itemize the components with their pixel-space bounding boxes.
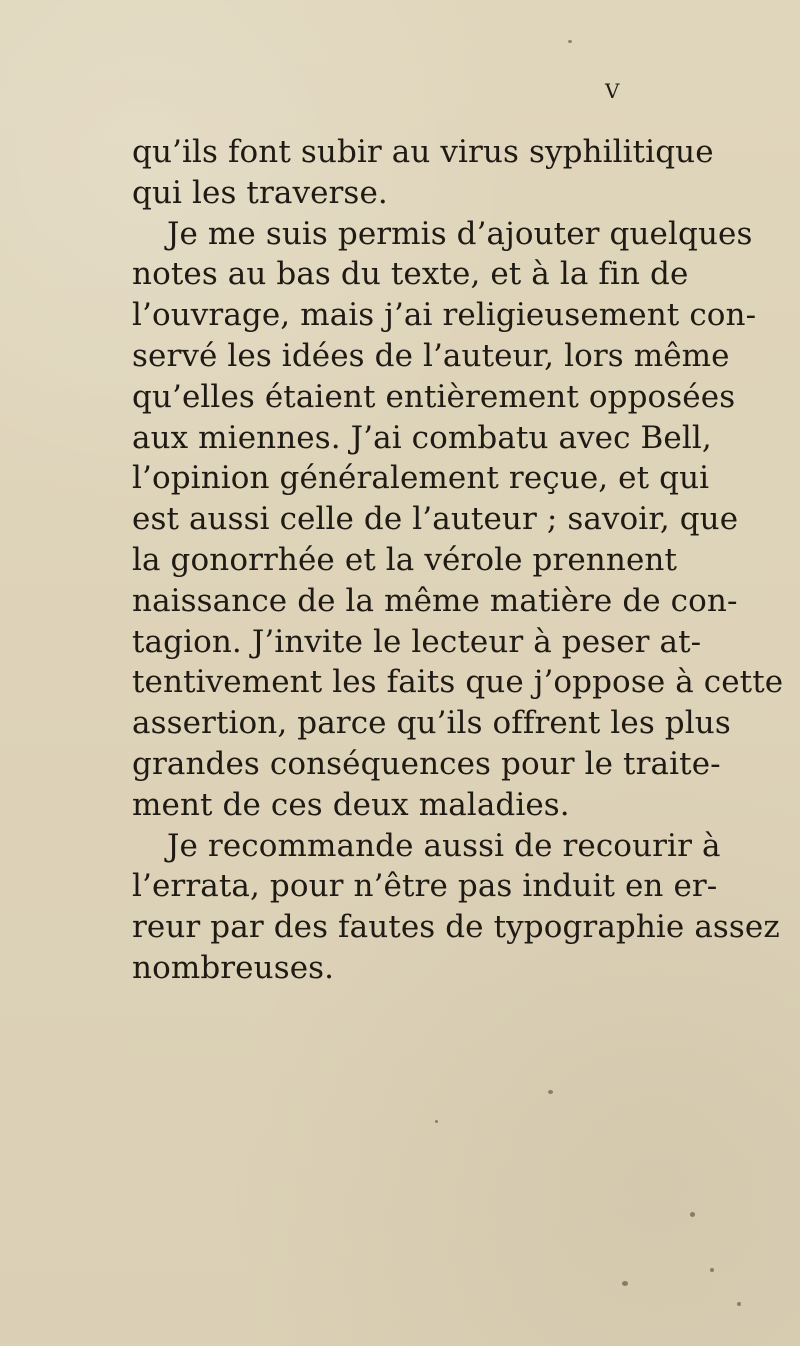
text-line-3: Je me suis permis d’ajouter quelques xyxy=(167,215,753,252)
paper-speck xyxy=(710,1268,714,1272)
text-line-5: l’ouvrage, mais j’ai religieusement con- xyxy=(132,297,757,334)
text-line-19: l’errata, pour n’être pas induit en er- xyxy=(132,868,718,905)
text-line-8: aux miennes. J’ai combatu avec Bell, xyxy=(132,419,712,456)
text-line-12: naissance de la même matière de con- xyxy=(132,582,738,619)
text-line-18: Je recommande aussi de recourir à xyxy=(167,827,721,864)
text-line-4: notes au bas du texte, et à la fin de xyxy=(132,256,689,293)
text-line-15: assertion, parce qu’ils offrent les plus xyxy=(132,705,731,742)
text-line-20: reur par des fautes de typographie assez xyxy=(132,909,780,946)
paper-speck xyxy=(435,1120,438,1123)
page-folio: V xyxy=(605,79,620,103)
text-line-14: tentivement les faits que j’oppose à cette xyxy=(132,664,784,701)
text-line-6: servé les idées de l’auteur, lors même xyxy=(132,337,730,374)
text-line-7: qu’elles étaient entièrement opposées xyxy=(132,378,736,415)
text-line-17: ment de ces deux maladies. xyxy=(132,786,570,823)
body-text xyxy=(132,132,784,989)
text-line-2: qui les traverse. xyxy=(132,174,388,211)
paper-speck xyxy=(737,1302,741,1306)
text-line-21: nombreuses. xyxy=(132,949,335,986)
paper-speck xyxy=(622,1281,628,1286)
paper-speck xyxy=(568,40,572,43)
text-line-13: tagion. J’invite le lecteur à peser at- xyxy=(132,623,702,660)
paper-speck xyxy=(690,1212,695,1217)
text-line-10: est aussi celle de l’auteur ; savoir, que xyxy=(132,501,739,538)
text-line-16: grandes conséquences pour le traite- xyxy=(132,745,721,782)
text-line-1: qu’ils font subir au virus syphilitique xyxy=(132,134,714,170)
text-line-9: l’opinion généralement reçue, et qui xyxy=(132,460,710,497)
text-line-11: la gonorrhée et la vérole prennent xyxy=(132,541,678,578)
paper-speck xyxy=(548,1090,553,1094)
